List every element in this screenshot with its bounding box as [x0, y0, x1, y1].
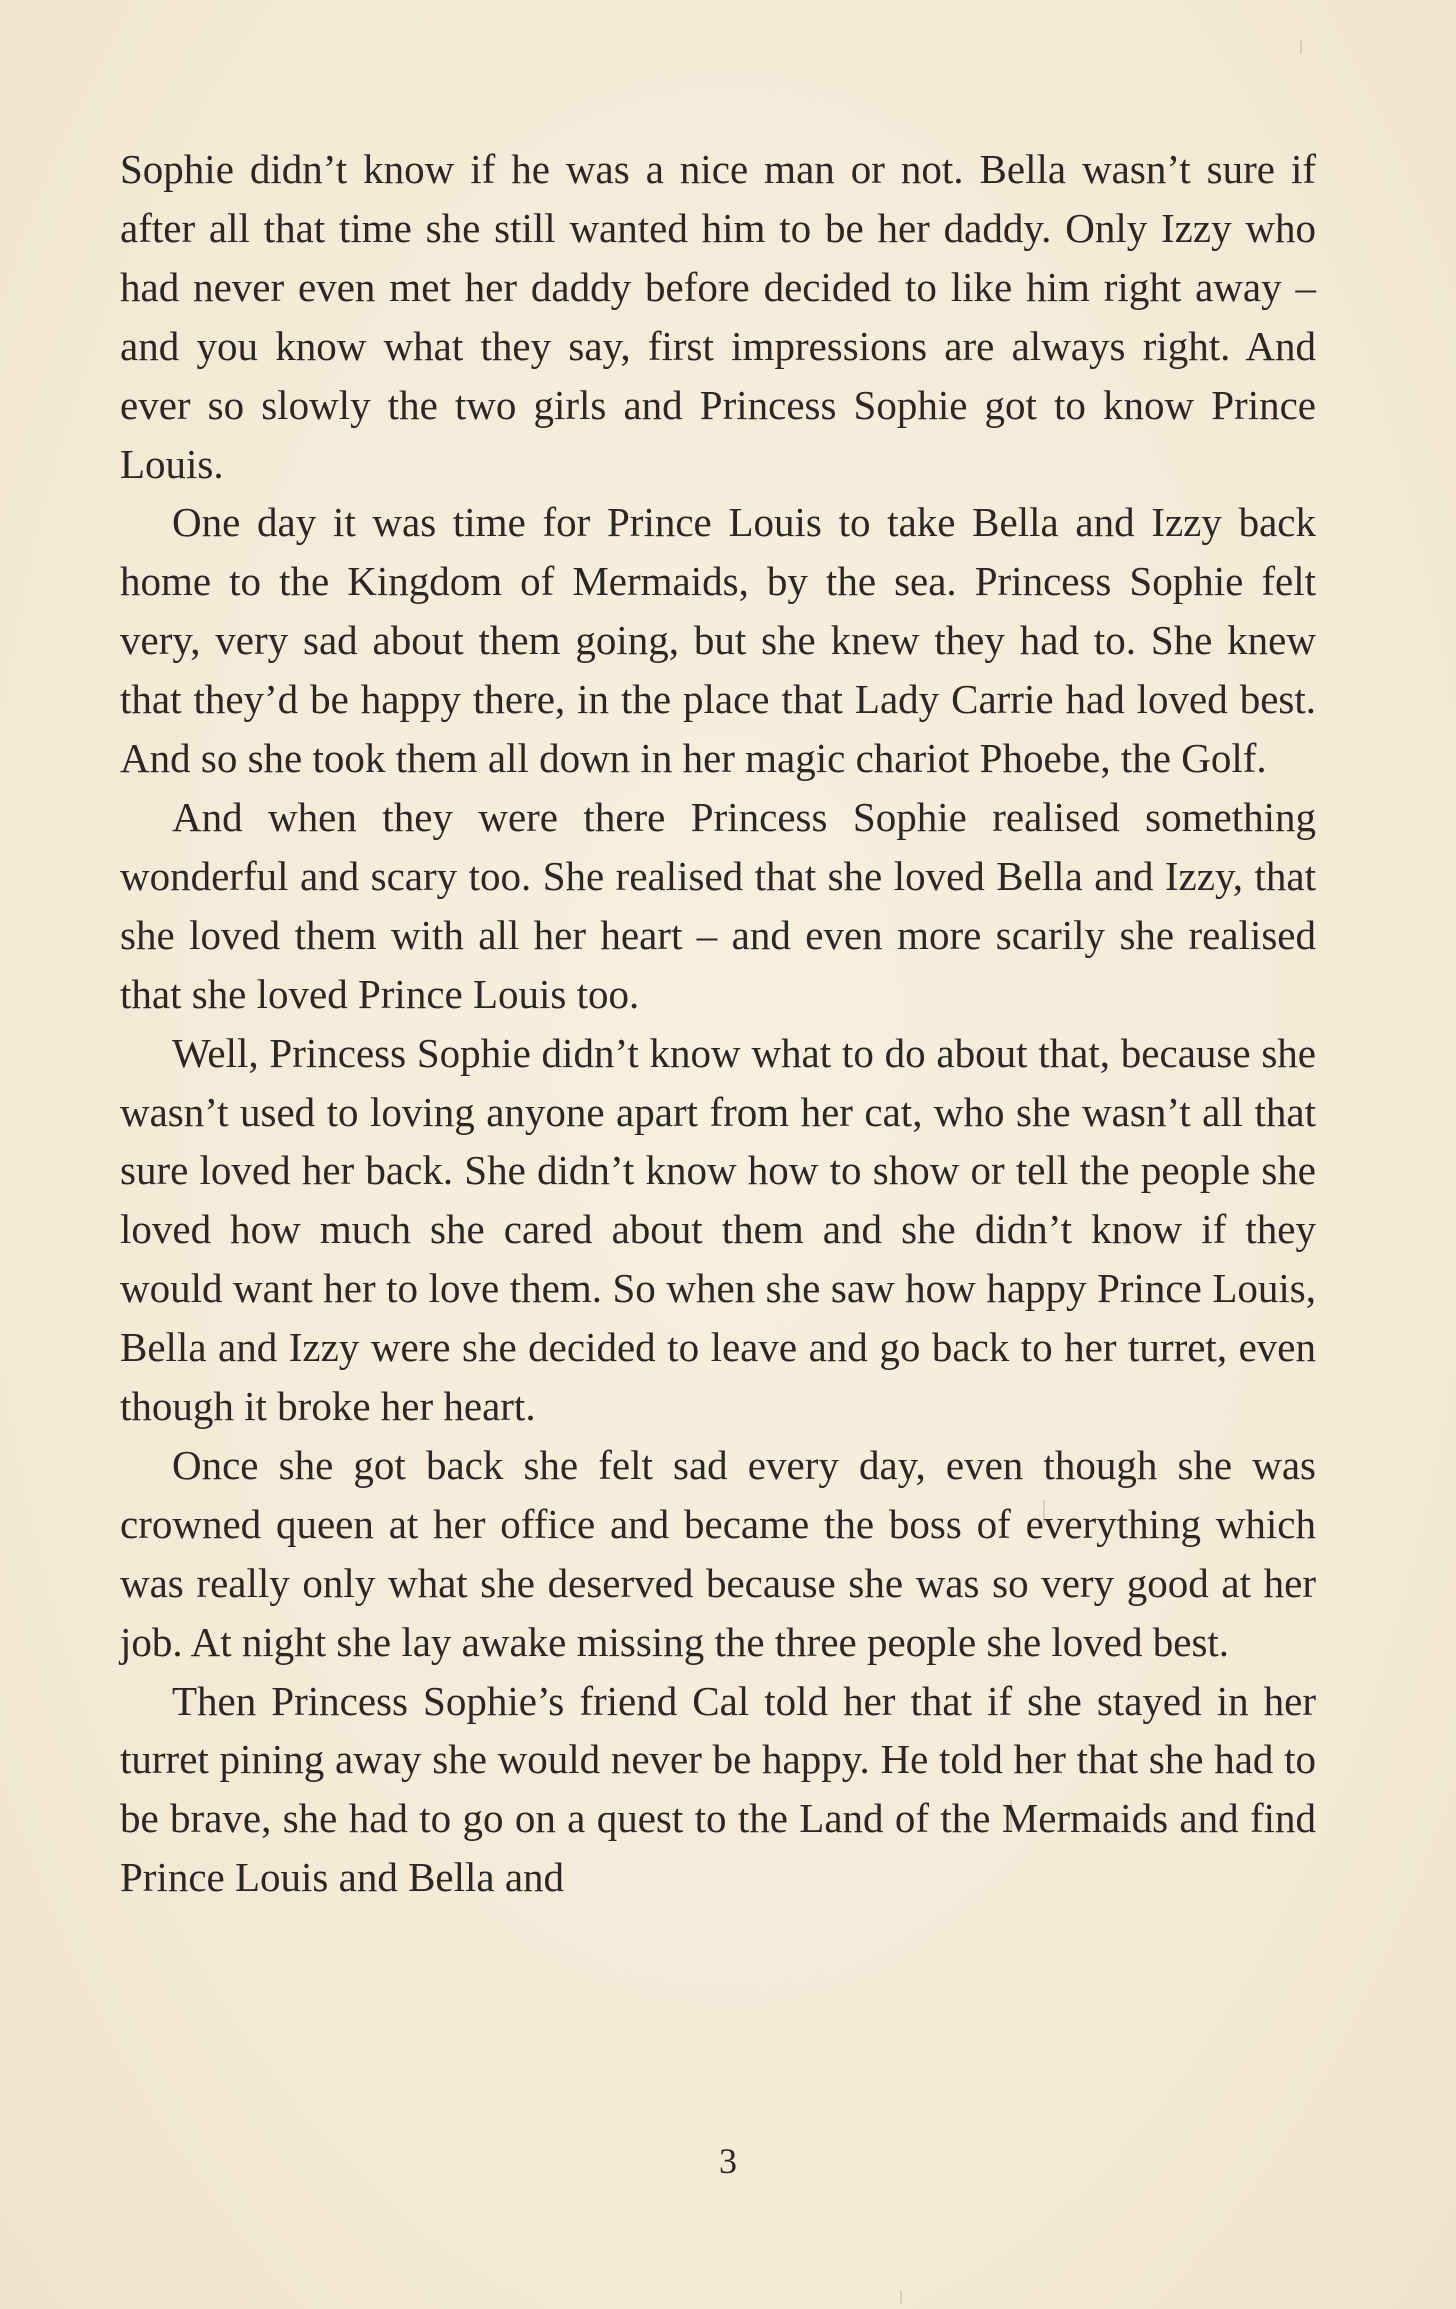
paragraph: Well, Princess Sophie didn’t know what to do about that, because she wasn’t used to loving anyone apart from her cat, who she wasn’t all that sure loved her back. She didn’t know how to show or tell the people she loved how much she cared about them and she didn’t know if they would want her to love them. So when she saw how happy Prince Louis, Bella and Izzy were she decided to leave and go back to her turret, even though it broke her heart. [120, 1029, 1316, 1430]
page-number: 3 [719, 2141, 737, 2181]
paper-speck [900, 2290, 902, 2304]
paragraph: Sophie didn’t know if he was a nice man or not. Bella wasn’t sure if after all that time she still wanted him to be her daddy. Only Izzy who had never even met her daddy before decided to like him right away – and you know what they say, first impressions are always right. And ever so slowly the two girls and Princess Sophie got to know Prince Louis. [120, 146, 1316, 487]
paragraph: Once she got back she felt sad every day, even though she was crowned queen at her office and became the boss of everything which was really only what she deserved because she was so very good at her job. At night she lay awake missing the three people she loved best. [120, 1441, 1316, 1665]
paragraph: Then Princess Sophie’s friend Cal told her that if she stayed in her turret pining away she would never be happy. He told her that she had to be brave, she had to go on a quest to the Land of the Mermaids and find Prince Louis and Bella and [120, 1677, 1316, 1901]
paper-speck [1300, 40, 1302, 54]
paragraph: One day it was time for Prince Louis to take Bella and Izzy back home to the Kingdom of Mermaids, by the sea. Princess Sophie felt very, very sad about them going, but she knew they had to. She knew that they’d be happy there, in the place that Lady Carrie had loved best. And so she took them all down in her magic chariot Phoebe, the Golf. [120, 499, 1316, 782]
paragraph: And when they were there Princess Sophie realised something wonderful and scary too. She realised that she loved Bella and Izzy, that she loved them with all her heart – and even more scarily she realised that she loved Prince Louis too. [120, 793, 1316, 1017]
body-text [120, 140, 1316, 1907]
